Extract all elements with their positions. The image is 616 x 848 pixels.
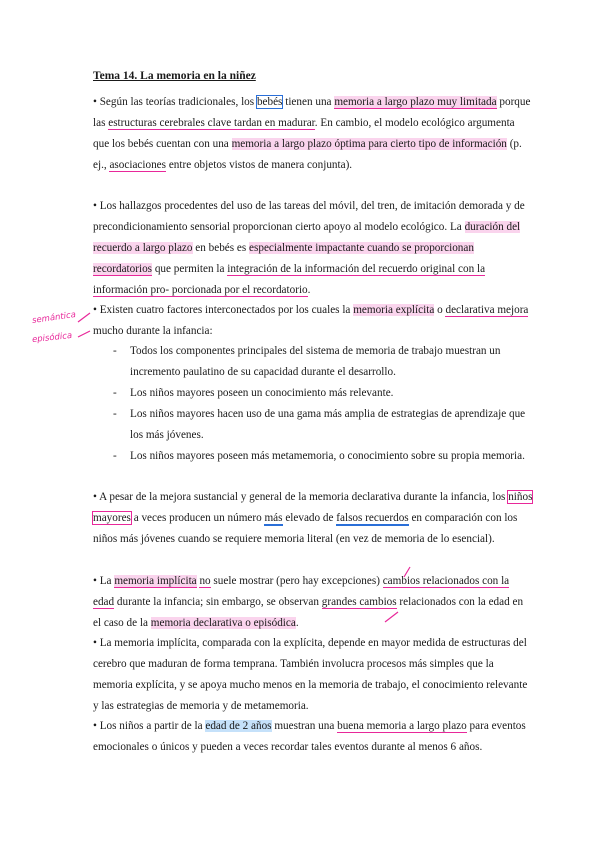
paragraph-1 <box>93 92 533 176</box>
list-item-text: Todos los componentes principales del sistema de memoria de trabajo muestran un incremento paulatino de su capacidad durante el desarrollo. <box>130 345 501 378</box>
list-item-text: Los niños mayores poseen un conocimiento más relevante. <box>130 386 394 399</box>
text: . En cambio, el modelo ecológico argumenta que los bebés cuentan con una <box>93 116 515 150</box>
annotated-text: bebés <box>256 96 283 108</box>
underlined-text: asociaciones <box>109 158 167 171</box>
list-dash: - <box>113 345 117 357</box>
underlined-text: buena memoria a largo plazo <box>337 720 467 732</box>
list-dash: - <box>113 386 117 399</box>
underlined-text: grandes cambios <box>321 595 397 608</box>
highlighted-text: memoria implícita <box>114 575 197 587</box>
text: porque las <box>93 96 531 129</box>
list-item <box>93 446 533 467</box>
arrow-semantica <box>78 313 90 322</box>
text: elevado de <box>282 511 337 524</box>
list-dash: - <box>113 407 117 420</box>
underlined-text: estructuras cerebrales clave tardan en madurar <box>108 116 315 129</box>
text: • La memoria implícita, comparada con la explícita, depende en mayor medida de estructuras del cerebro que maduran de forma temprana. También involucra procesos más simples que la memoria explícita, y se apoya mucho menos en la memoria de trabajo, el conocimiento relevante y las estrategias de memoria y de metamemoria. <box>93 637 528 712</box>
margin-note-semantica: semántica <box>31 309 77 327</box>
text: • A pesar de la mejora sustancial y general de la memoria declarativa durante la infancia, los <box>93 491 509 503</box>
text: tienen una <box>282 96 335 108</box>
underlined-text: cambios relacionados con la edad <box>93 575 510 608</box>
underlined-text: declarativa mejora <box>445 304 529 316</box>
text: o <box>434 304 446 316</box>
paragraph-3 <box>93 300 533 342</box>
text: . <box>295 616 299 629</box>
text: • Según las teorías tradicionales, los <box>93 96 257 108</box>
list-item <box>93 383 533 404</box>
page-title: Tema 14. La memoria en la niñez <box>93 70 256 82</box>
highlighted-text: memoria a largo plazo óptima para cierto tipo de información <box>231 137 507 150</box>
text: • Existen cuatro factores interconectados por los cuales la <box>93 304 354 316</box>
underlined-text: no <box>199 575 211 587</box>
text: • Los hallazgos procedentes del uso de las tareas del móvil, del tren, de imitación demorada y de precondicionamiento sensorial proporcionan cierto apoyo al modelo ecológico. La <box>93 200 525 233</box>
text: suele mostrar (pero hay excepciones) <box>210 575 383 587</box>
underlined-text: integración de la información del recuerdo original con la información pro- porcionada por el recordatorio <box>93 262 486 296</box>
list-dash: - <box>113 449 117 462</box>
annotated-text: niños mayores <box>93 491 533 524</box>
margin-note-episodica: episódica <box>31 330 73 346</box>
paragraph-7 <box>93 716 533 758</box>
text: (p. ej., <box>93 137 522 171</box>
text: mucho durante la infancia: <box>93 324 213 337</box>
text: durante la infancia; sin embargo, se observan <box>114 595 322 608</box>
list-item <box>93 404 533 446</box>
highlighted-text: edad de 2 años <box>205 720 272 732</box>
text: • La <box>93 575 115 587</box>
arrow-episodica <box>78 331 90 337</box>
highlighted-text: duración del recuerdo a largo plazo <box>93 220 521 254</box>
highlighted-text: recordatorios <box>93 262 153 275</box>
paragraph-2 <box>93 196 533 301</box>
underlined-text: falsos recuerdos <box>336 511 409 524</box>
highlighted-text: memoria explícita <box>353 304 435 316</box>
list-item-text: Los niños mayores poseen más metamemoria, o conocimiento sobre su propia memoria. <box>130 449 525 462</box>
text: para eventos emocionales o únicos y pueden a veces recordar tales eventos durante al menos 6 años. <box>93 720 526 753</box>
highlighted-text: memoria a largo plazo muy limitada <box>334 96 497 108</box>
text: que permiten la <box>152 262 228 275</box>
text: • Los niños a partir de la <box>93 720 206 732</box>
paragraph-5 <box>93 571 533 634</box>
paragraph-4 <box>93 487 533 550</box>
factors-list <box>93 341 533 466</box>
highlighted-text: especialmente impactante cuando se proporcionan <box>249 241 474 254</box>
text: muestran una <box>271 720 338 732</box>
text: relacionados con la edad en el caso de la <box>93 595 524 629</box>
list-item <box>93 341 533 383</box>
highlighted-text: memoria declarativa o episódica <box>150 616 296 629</box>
list-item-text: Los niños mayores hacen uso de una gama más amplia de estrategias de aprendizaje que los más jóvenes. <box>130 407 526 441</box>
paragraph-6 <box>93 633 533 717</box>
text: entre objetos vistos de manera conjunta). <box>166 158 353 171</box>
underlined-text: más <box>264 511 283 524</box>
text: en bebés es <box>192 241 250 254</box>
text: . <box>307 283 311 296</box>
text: a veces producen un número <box>130 511 265 524</box>
text: en comparación con los niños más jóvenes cuando se requiere memoria literal (en vez de memoria de lo esencial). <box>93 511 518 545</box>
